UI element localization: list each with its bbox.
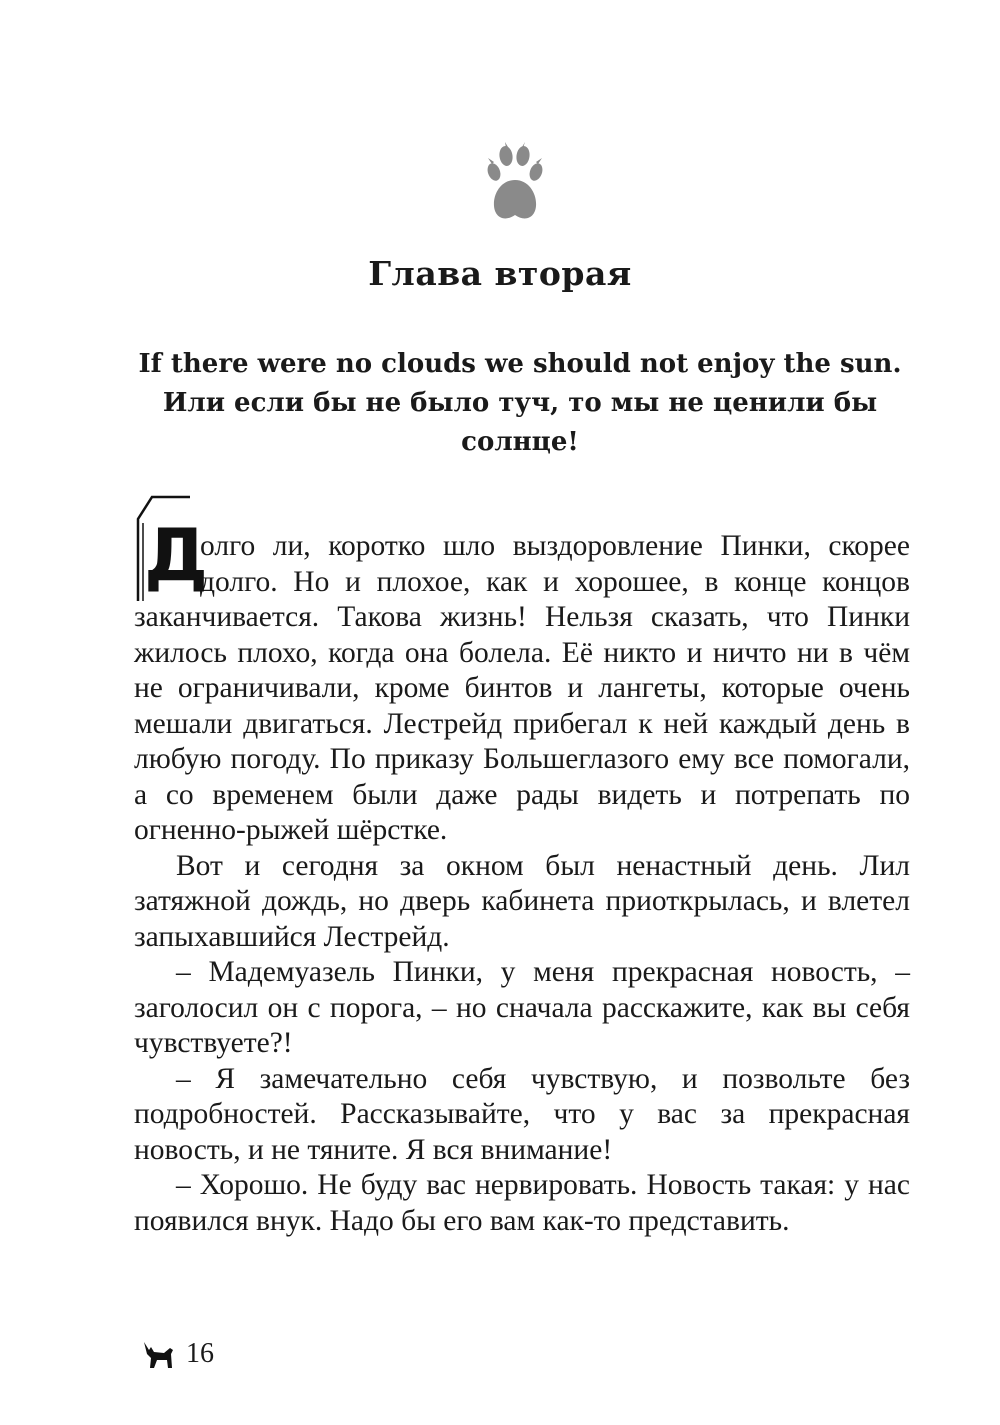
paragraph-2: Вот и сегодня за окном был ненастный день. Лил затяжной дождь, но дверь кабинета приоткрылась, и влетел запыхавшийся Лестрейд. xyxy=(134,849,910,953)
epigraph-russian-line-2: солнце! xyxy=(461,427,579,457)
paragraph-4: – Я замечательно себя чувствую, и позвольте без подробностей. Рассказывайте, что у вас за прекрасная новость, и не тяните. Я вся внимание! xyxy=(134,1062,910,1166)
paw-print-icon xyxy=(485,142,545,226)
paragraph-1 xyxy=(134,513,910,849)
dog-silhouette-icon xyxy=(142,1340,176,1372)
paragraph-5: – Хорошо. Не буду вас нервировать. Новость такая: у нас появился внук. Надо бы его вам как-то представить. xyxy=(134,1169,910,1237)
chapter-title: Глава вторая xyxy=(368,254,632,293)
drop-cap xyxy=(134,513,209,597)
drop-cap-letter: Д xyxy=(144,513,209,597)
epigraph xyxy=(120,345,920,462)
chapter-body xyxy=(134,513,910,1239)
paragraph-1-text: олго ли, коротко шло выздоровление Пинки, скорее долго. Но и плохое, как и хорошее, в конце концов заканчивается. Такова жизнь! Нельзя сказать, что Пинки жилось плохо, когда она болела. Её никто и ничто ни в чём не ограничивали, кроме бинтов и лангеты, которые очень мешали двигаться. Лестрейд прибегал к ней каждый день в любую погоду. По приказу Большеглазого ему все помогали, а со временем были даже рады видеть и потрепать по огненно-рыжей шёрстке. xyxy=(134,530,910,846)
epigraph-english: If there were no clouds we should not enjoy the sun. xyxy=(138,349,902,379)
page-number: 16 xyxy=(186,1338,214,1369)
epigraph-russian-line-1: Или если бы не было туч, то мы не ценили бы xyxy=(162,388,878,418)
paragraph-3: – Мадемуазель Пинки, у меня прекрасная новость, – заголосил он с порога, – но сначала расскажите, как вы себя чувствуете?! xyxy=(134,956,910,1059)
